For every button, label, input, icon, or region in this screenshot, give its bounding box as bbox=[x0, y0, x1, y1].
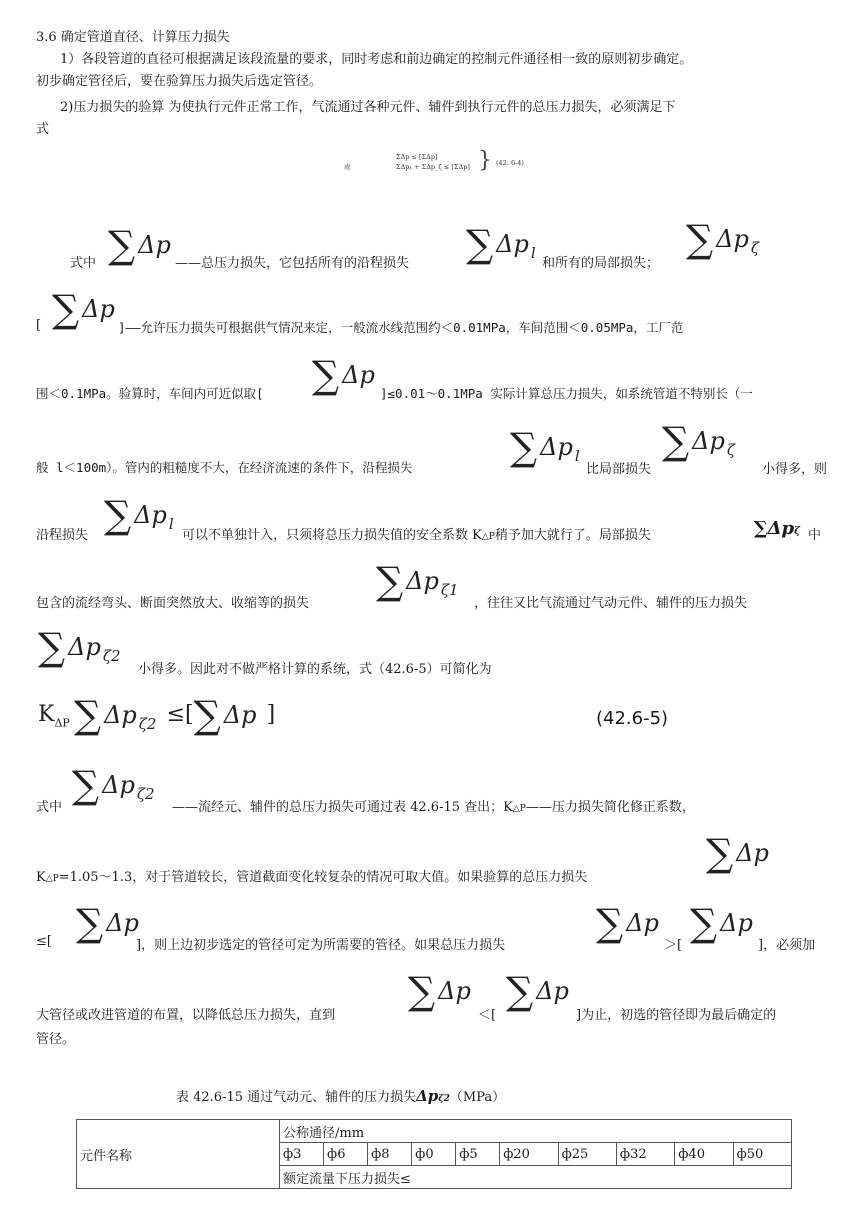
equation-number-small: (42. 6-4) bbox=[496, 159, 524, 167]
section-heading: 3.6 确定管道直径、计算压力损失 bbox=[36, 30, 230, 45]
paragraph-1: 1）各段管道的直径可根据满足该段流量的要求，同时考虑和前边确定的控制元件通径相一致的原则初步确定。 bbox=[60, 52, 693, 67]
sum-delta-p-zeta1: ∑ Δp ζ1 bbox=[376, 559, 459, 603]
text-line-10b: ]，则上边初步选定的管径可定为所需要的管径。如果总压力损失 bbox=[136, 938, 506, 953]
table-cell-size: ф32 bbox=[616, 1143, 674, 1166]
equation-42-6-5: $K_{\Delta P}$ ∑ Δp ζ2 ≤[∑ Δp ] bbox=[38, 693, 276, 737]
text-line-10c: ＞[ bbox=[664, 938, 683, 953]
text-line-5a: 沿程损失 bbox=[36, 528, 89, 543]
text-line-10a: ≤[ bbox=[36, 934, 52, 949]
text-line-7a: 小得多。因此对不做严格计算的系统，式（42.6-5）可简化为 bbox=[138, 662, 492, 677]
pressure-loss-table bbox=[76, 1119, 792, 1189]
table-cell-size: ф50 bbox=[733, 1143, 791, 1166]
sum-delta-p-zeta2: ∑ Δp ζ2 bbox=[38, 625, 121, 669]
text-line-5b: 可以不单独计入，只须将总压力损失值的安全系数 K△P稍予加大就行了。局部损失 bbox=[182, 528, 651, 543]
text-line-1a: 式中 bbox=[70, 256, 97, 271]
text-line-11b: ＜[ bbox=[478, 1008, 497, 1023]
sum-delta-p-zeta: ∑ Δp ζ bbox=[686, 217, 759, 261]
sum-delta-p-l: ∑ Δp l bbox=[466, 222, 536, 266]
text-line-11c: ]为止，初选的管径即为最后确定的 bbox=[576, 1008, 777, 1023]
table-cell-element-name: 元件名称 bbox=[77, 1120, 280, 1189]
text-line-8a: 式中 bbox=[36, 800, 63, 815]
table-cell-size: ф5 bbox=[456, 1143, 500, 1166]
sum-delta-p-total-2: ∑ Δp bbox=[408, 969, 471, 1013]
table-cell-size: ф3 bbox=[280, 1143, 324, 1166]
text-line-3b: ]≤0.01～0.1MPa 实际计算总压力损失，如系统管道不特别长（一 bbox=[380, 386, 753, 401]
table-row bbox=[77, 1120, 792, 1143]
paragraph-2-cont: 式 bbox=[36, 122, 50, 137]
text-line-3a: 围＜0.1MPa。验算时，车间内可近似取[ bbox=[36, 386, 264, 401]
text-line-1b: ——总压力损失，它包括所有的沿程损失 bbox=[175, 256, 410, 271]
table-cell-nominal: 公称通径/mm bbox=[280, 1120, 792, 1143]
equation-line-1: ΣΔp ≤ [ΣΔp] bbox=[396, 153, 438, 161]
text-line-4a: 般 l＜100m）。管内的粗糙度不大，在经济流速的条件下，沿程损失 bbox=[36, 460, 413, 475]
table-cell-rated-loss: 额定流量下压力损失≤ bbox=[280, 1166, 792, 1189]
text-line-4c: 小得多，则 bbox=[762, 462, 828, 477]
text-line-4b: 比局部损失 bbox=[586, 462, 652, 477]
sum-delta-p-l-2: ∑ Δp l bbox=[510, 425, 580, 469]
equation-or: 或 bbox=[344, 163, 351, 171]
sum-delta-p-zeta2-2: ∑ Δp ζ2 bbox=[72, 763, 155, 807]
text-line-2b: ]——允许压力损失可根据供气情况来定，一般流水线范围约＜0.01MPa，车间范围＜0.05MPa，工厂范 bbox=[118, 320, 684, 335]
text-line-8b: ——流经元、辅件的总压力损失可通过表 42.6-15 查出；K△P——压力损失简化修正系数， bbox=[172, 800, 695, 815]
paragraph-1-cont: 初步确定管径后，要在验算压力损失后选定管径。 bbox=[36, 74, 323, 89]
paragraph-2: 2)压力损失的验算 为使执行元件正常工作，气流通过各种元件、辅件到执行元件的总压力损失，必须满足下 bbox=[60, 100, 676, 115]
text-line-1c: 和所有的局部损失； bbox=[542, 256, 660, 271]
table-cell-size: ф25 bbox=[558, 1143, 616, 1166]
text-line-2a: [ bbox=[36, 318, 42, 333]
sum-delta-p-allowed-2: ∑ Δp bbox=[76, 901, 139, 945]
text-line-11a: 大管径或改进管道的布置，以降低总压力损失，直到 bbox=[36, 1008, 336, 1023]
local-loss-symbol: ∑Δpζ bbox=[754, 518, 801, 539]
sum-delta-p-verify: ∑ Δp bbox=[706, 831, 769, 875]
sum-delta-p-l-3: ∑ Δp l bbox=[104, 493, 174, 537]
sum-delta-p-total: ∑ Δp bbox=[596, 901, 659, 945]
table-cell-size: ф0 bbox=[412, 1143, 456, 1166]
text-line-6a: 包含的流经弯头、断面突然放大、收缩等的损失 bbox=[36, 596, 310, 611]
sum-delta-p-allowed: ∑ Δp bbox=[52, 287, 115, 331]
equation-line-2: ΣΔp₁ + ΣΔp_ζ ≤ [ΣΔp] bbox=[396, 163, 470, 171]
sum-delta-p-allowed-4: ∑ Δp bbox=[506, 969, 569, 1013]
table-cell-size: ф40 bbox=[675, 1143, 733, 1166]
sum-delta-p-zeta-2: ∑ Δp ζ bbox=[662, 419, 735, 463]
sum-delta-p-allowed-3: ∑ Δp bbox=[690, 901, 753, 945]
sum-delta-p: ∑ Δp bbox=[108, 223, 171, 267]
text-line-5d: 中 bbox=[808, 528, 822, 543]
equation-number: (42.6-5) bbox=[596, 708, 669, 729]
sum-delta-p-approx: ∑ Δp bbox=[312, 353, 375, 397]
text-line-6b: ，往往又比气流通过气动元件、辅件的压力损失 bbox=[474, 596, 748, 611]
table-cell-size: ф6 bbox=[324, 1143, 368, 1166]
text-line-9: K△P=1.05～1.3，对于管道较长，管道截面变化较复杂的情况可取大值。如果验算的总压力损失 bbox=[36, 870, 588, 885]
table-cell-size: ф8 bbox=[368, 1143, 412, 1166]
table-caption: 表 42.6-15 通过气动元、辅件的压力损失Δpζ2（MPa） bbox=[176, 1087, 506, 1105]
equation-brace: } bbox=[478, 148, 492, 173]
table-cell-size: ф20 bbox=[500, 1143, 558, 1166]
text-line-10d: ]，必须加 bbox=[758, 938, 816, 953]
text-line-12: 管径。 bbox=[36, 1032, 76, 1047]
